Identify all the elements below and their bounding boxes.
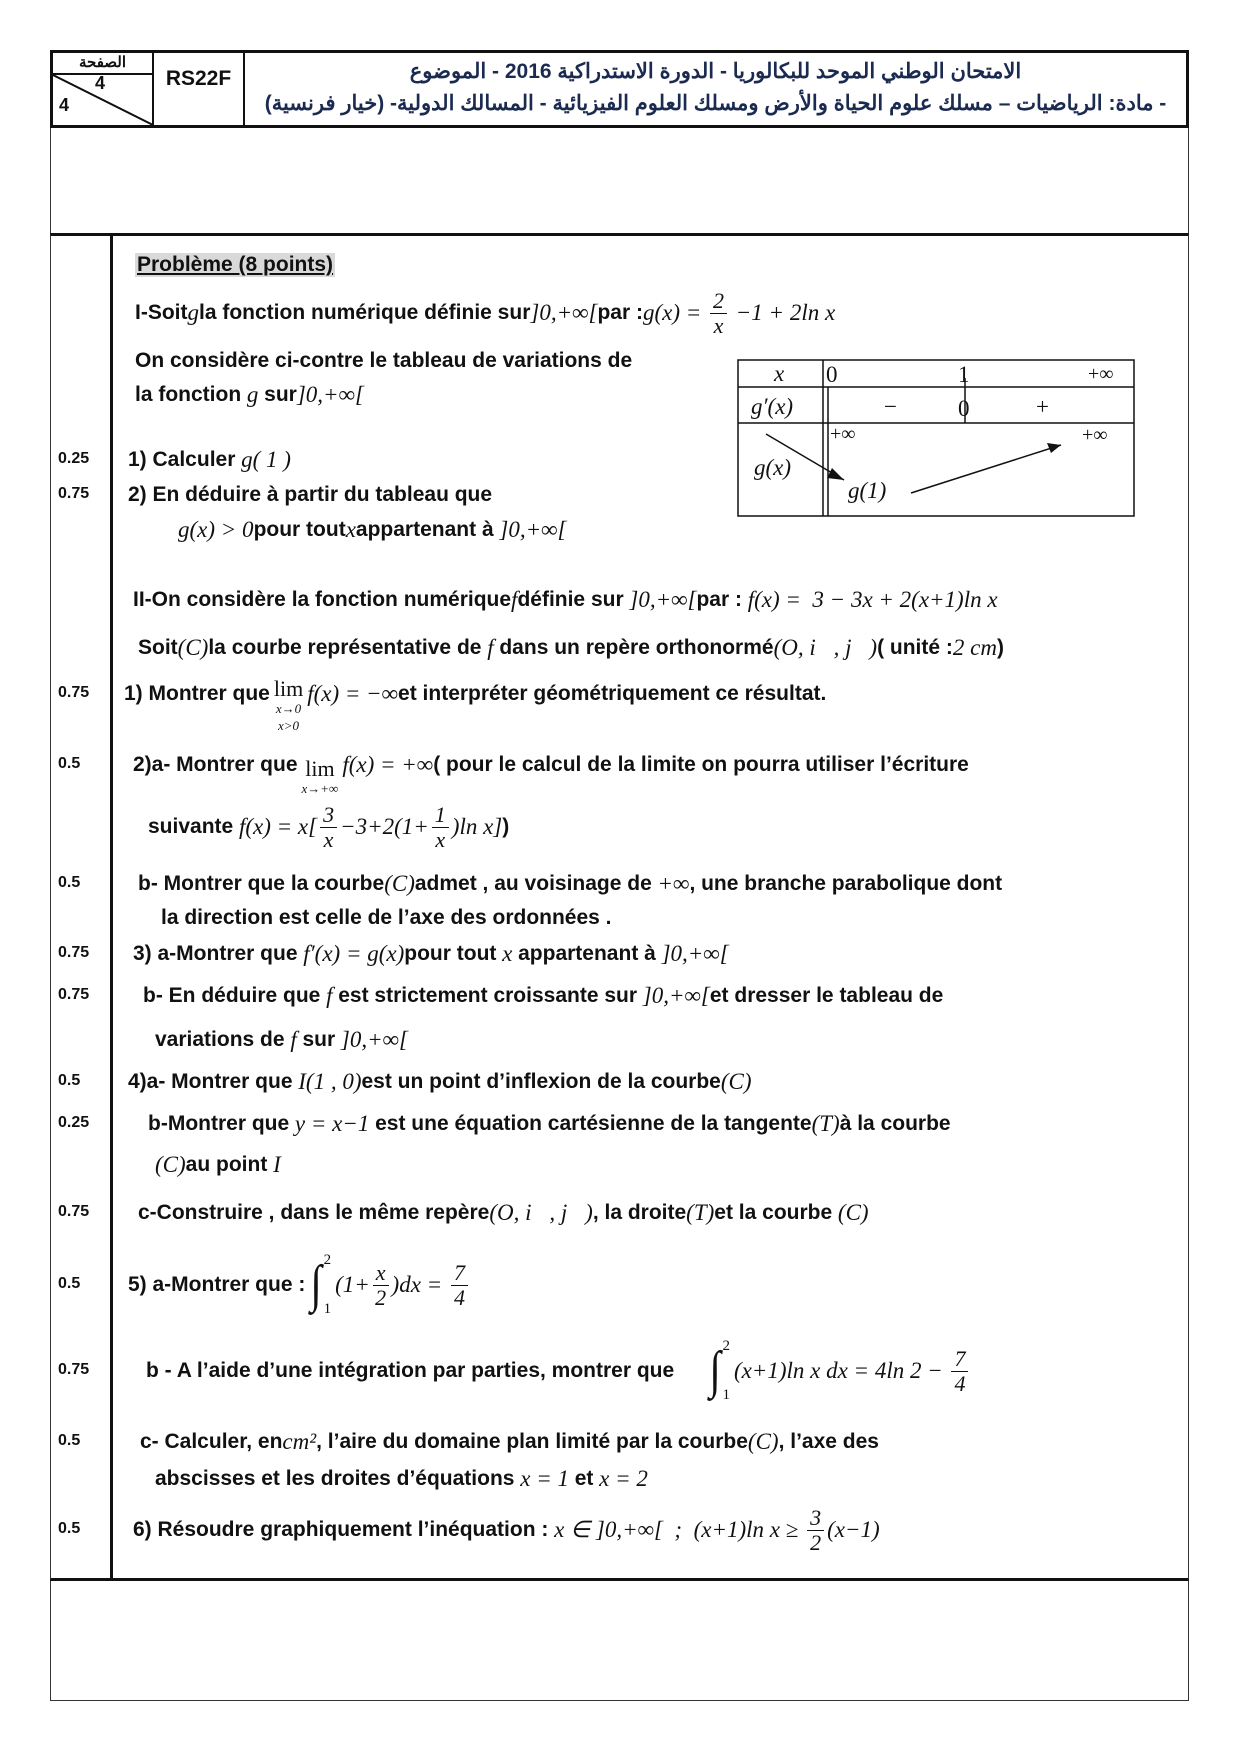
question-text: 1) Calculer <box>128 448 236 471</box>
math-expression: I(1 , 0) <box>292 1069 362 1094</box>
numerator: 7 <box>951 1347 968 1372</box>
fraction <box>451 1261 468 1310</box>
integral-sign-icon: ∫ <box>709 1342 722 1399</box>
score-label: 0.75 <box>58 1203 90 1220</box>
question-line <box>148 1109 951 1139</box>
sign-2: + <box>1036 394 1049 419</box>
question-line <box>135 287 836 338</box>
math-expression: (O, i⃗, j⃗) <box>489 1200 593 1225</box>
fraction <box>951 1347 968 1396</box>
math-expression: ]0,+∞[ <box>335 1027 408 1052</box>
score-label: 0.25 <box>58 450 90 467</box>
variation-table <box>736 358 1138 520</box>
question-text: , la droite <box>592 1201 687 1224</box>
question-text: pour tout <box>253 518 346 541</box>
question-line <box>133 1504 880 1555</box>
math-expression: (T) <box>811 1111 840 1136</box>
question-text: 3) a-Montrer que <box>133 942 298 965</box>
math-expression: f <box>320 983 339 1008</box>
question-line <box>155 1464 648 1494</box>
numerator: 2 <box>710 289 727 314</box>
question-text: 4)a- Montrer que <box>128 1070 293 1093</box>
question-text: est strictement croissante sur <box>338 984 638 1007</box>
question-text: , l’axe des <box>778 1430 879 1453</box>
page-label: الصفحة <box>53 53 152 75</box>
question-line <box>128 480 492 510</box>
math-expression: g <box>187 300 199 325</box>
question-text: définie sur <box>517 588 624 611</box>
question-line <box>178 515 566 545</box>
question-line <box>138 1198 869 1228</box>
question-text: On considère ci-contre le tableau de variations de <box>135 349 633 372</box>
fraction <box>373 1261 389 1310</box>
fraction <box>710 289 727 338</box>
score-label: 0.75 <box>58 1361 90 1378</box>
question-text: , une branche parabolique dont <box>689 872 1003 895</box>
sign-0: − <box>884 394 897 419</box>
question-text: suivante <box>148 815 234 838</box>
math-expression: ]0,+∞[ <box>623 587 697 612</box>
question-text: par : <box>696 588 742 611</box>
limit-subscript: x→0 <box>275 701 302 716</box>
function-label: g(x) <box>754 455 792 480</box>
math-expression: y = x−1 <box>289 1111 376 1136</box>
limit <box>301 755 339 797</box>
denominator: x <box>713 312 724 338</box>
question-text: b- Montrer que la courbe <box>138 872 385 895</box>
question-line <box>161 903 612 933</box>
math-expression: (x+1)ln x dx = 4ln 2 − <box>733 1358 949 1383</box>
question-line <box>133 750 969 796</box>
question-text: est une équation cartésienne de la tangente <box>375 1112 812 1135</box>
math-expression: (C) <box>384 871 415 896</box>
integral-bounds <box>324 1252 332 1318</box>
x-value-0: 0 <box>826 362 838 387</box>
math-expression: g(x) > 0 <box>178 517 254 542</box>
score-label: 0.5 <box>58 1072 81 1089</box>
question-line <box>133 939 729 969</box>
question-text: 6) Résoudre graphiquement l’inéquation : <box>133 1518 549 1541</box>
question-text: la direction est celle de l’axe des ordonnées . <box>161 906 612 929</box>
page-total: 4 <box>59 95 70 115</box>
math-expression: ]0,+∞[ <box>530 300 598 325</box>
math-expression: (T) <box>686 1200 715 1225</box>
question-text: et interpréter géométriquement ce résultat. <box>398 682 827 705</box>
denominator: 4 <box>453 1284 465 1310</box>
math-expression: f <box>481 635 500 660</box>
math-expression: (C) <box>177 635 209 660</box>
question-text: dans un repère orthonormé <box>499 636 774 659</box>
math-expression: g( 1 ) <box>235 447 291 472</box>
limit-condition: x>0 <box>277 718 300 733</box>
math-expression: +∞ <box>651 871 690 896</box>
question-line <box>128 1067 752 1097</box>
limit-subscript: x→+∞ <box>301 780 339 796</box>
math-expression: ]0,+∞[ <box>637 983 710 1008</box>
limit <box>274 678 303 734</box>
question-text: ) <box>996 636 1004 659</box>
math-expression: x = 1 <box>514 1466 575 1491</box>
question-text: 1) Montrer que <box>124 682 270 705</box>
fraction <box>807 1506 824 1555</box>
question-text: 5) a-Montrer que : <box>128 1273 306 1296</box>
question-line <box>135 250 335 280</box>
math-expression: x <box>496 941 519 966</box>
question-text: est un point d’inflexion de la courbe <box>361 1070 721 1093</box>
lower-bound: 1 <box>323 1301 332 1317</box>
integral-bounds <box>722 1338 730 1404</box>
question-line <box>133 585 998 615</box>
value-2: +∞ <box>1082 424 1108 446</box>
question-text: à la courbe <box>839 1112 951 1135</box>
denominator: 4 <box>954 1370 966 1396</box>
question-text: c-Construire , dans le même repère <box>138 1201 490 1224</box>
question-text: b-Montrer que <box>148 1112 290 1135</box>
question-text: variations de <box>155 1028 285 1051</box>
question-text: b- En déduire que <box>143 984 321 1007</box>
question-text: sur <box>302 1028 336 1051</box>
math-expression: f(x) = −∞ <box>307 681 399 706</box>
math-expression: 2 cm <box>952 635 997 660</box>
numerator: 1 <box>432 803 449 828</box>
x-value-2: +∞ <box>1088 363 1114 385</box>
integral <box>309 1252 331 1318</box>
problem-title: Problème (8 points) <box>137 253 334 276</box>
math-expression: g(x) = <box>642 300 708 325</box>
question-text: la courbe représentative de <box>208 636 482 659</box>
question-text: sur <box>264 383 297 406</box>
math-expression: (x−1) <box>827 1517 880 1542</box>
question-line <box>128 1252 471 1317</box>
footer-area <box>50 1581 1189 1701</box>
math-expression: f <box>511 587 518 612</box>
question-line <box>146 1338 971 1403</box>
math-expression: f(x) = 3 − 3x + 2(x+1)ln x <box>741 587 998 612</box>
score-label: 0.5 <box>58 1432 81 1449</box>
math-expression: f(x) = x[ <box>233 814 318 839</box>
question-text: et la courbe <box>714 1201 833 1224</box>
numerator: 3 <box>807 1506 824 1531</box>
question-text: b - A l’aide d’une intégration par parties, montrer que <box>146 1359 675 1382</box>
math-expression: f <box>284 1027 303 1052</box>
page-number: 4 <box>95 73 106 93</box>
question-text: et <box>574 1467 594 1490</box>
question-text: I-Soit <box>135 301 188 324</box>
question-text: II-On considère la fonction numérique <box>133 588 512 611</box>
question-text: par : <box>597 301 643 324</box>
question-text: ) <box>502 815 510 838</box>
denominator: 2 <box>375 1284 387 1310</box>
math-expression: (O, i⃗, j⃗) <box>773 635 878 660</box>
exam-title: الامتحان الوطني الموحد للبكالوريا - الدورة الاستدراكية 2016 - الموضوع <box>409 60 1022 83</box>
score-label: 0.5 <box>58 1275 81 1292</box>
question-text: la fonction <box>135 383 242 406</box>
lower-bound: 1 <box>722 1387 730 1403</box>
score-label: 0.25 <box>58 1114 90 1131</box>
question-line <box>124 676 827 733</box>
x-label: x <box>774 361 785 386</box>
numerator: x <box>373 1261 389 1286</box>
fraction <box>320 803 337 852</box>
question-line <box>143 981 943 1011</box>
integral-sign-icon: ∫ <box>310 1256 323 1313</box>
question-line <box>138 633 1004 663</box>
question-text: ( unité : <box>877 636 953 659</box>
math-expression: x ∈ ]0,+∞[ ; (x+1)ln x ≥ <box>548 1517 805 1542</box>
question-text: ( pour le calcul de la limite on pourra utiliser l’écriture <box>433 753 969 776</box>
fraction <box>432 803 449 852</box>
math-expression: )dx = <box>391 1272 448 1297</box>
question-text: 2)a- Montrer que <box>133 753 298 776</box>
math-expression: −1 + 2ln x <box>730 300 836 325</box>
score-label: 0.5 <box>58 874 81 891</box>
question-text: 2) En déduire à partir du tableau que <box>128 483 493 506</box>
value-1: g(1) <box>848 478 887 503</box>
math-expression: (1+ <box>335 1272 370 1297</box>
sign-1: 0 <box>958 396 970 421</box>
math-expression: )ln x] <box>451 814 503 839</box>
limit-operator: lim <box>305 755 335 781</box>
question-line <box>140 1427 879 1457</box>
math-expression: −3+2(1+ <box>340 814 429 839</box>
page-number-cell <box>53 53 154 125</box>
exam-subject: - مادة: الرياضيات – مسلك علوم الحياة والأرض ومسلك العلوم الفيزيائية - المسالك الدولية- (خيار فرنسية) <box>264 92 1167 115</box>
question-text: abscisses et les droites d’équations <box>155 1467 515 1490</box>
question-text: , l’aire du domaine plan limité par la courbe <box>316 1430 748 1453</box>
math-expression: cm² <box>282 1429 317 1454</box>
question-text: la fonction numérique définie sur <box>199 301 531 324</box>
math-expression: ]0,+∞[ <box>493 517 567 542</box>
math-expression: ]0,+∞[ <box>296 382 364 407</box>
denominator: x <box>435 826 446 852</box>
question-line <box>155 1025 408 1055</box>
integral <box>708 1338 730 1404</box>
question-line <box>138 869 1002 899</box>
score-label: 0.5 <box>58 755 81 772</box>
math-expression: (C) <box>155 1152 186 1177</box>
x-value-1: 1 <box>958 362 970 387</box>
math-expression: g <box>241 382 265 407</box>
question-text: appartenant à <box>355 518 494 541</box>
limit-operator: lim <box>273 676 304 701</box>
derivative-label: g′(x) <box>751 394 794 419</box>
score-label: 0.75 <box>58 986 90 1003</box>
question-line <box>155 1150 281 1180</box>
math-expression: (C) <box>747 1429 779 1454</box>
question-text: c- Calculer, en <box>140 1430 283 1453</box>
math-expression: x = 2 <box>593 1466 648 1491</box>
question-line <box>148 801 510 852</box>
math-expression: (C) <box>832 1200 869 1225</box>
blank-area <box>50 128 1189 235</box>
exam-code: RS22F <box>154 53 245 125</box>
question-line <box>135 346 632 376</box>
question-text: Soit <box>138 636 178 659</box>
numerator: 3 <box>320 803 337 828</box>
math-expression: f(x) = +∞ <box>342 752 434 777</box>
score-column-divider <box>110 235 113 1579</box>
math-expression: I <box>267 1152 281 1177</box>
question-line <box>128 445 291 475</box>
math-expression: x <box>345 517 356 542</box>
question-text: admet , au voisinage de <box>414 872 652 895</box>
question-text: pour tout <box>404 942 497 965</box>
exam-header <box>50 50 1189 128</box>
denominator: x <box>323 826 334 852</box>
question-text: au point <box>185 1153 268 1176</box>
math-expression: ]0,+∞[ <box>655 941 729 966</box>
upper-bound: 2 <box>722 1338 730 1354</box>
math-expression: (C) <box>720 1069 752 1094</box>
exam-title-cell <box>245 53 1186 125</box>
question-text: et dresser le tableau de <box>709 984 944 1007</box>
question-line <box>135 380 364 410</box>
score-label: 0.5 <box>58 1520 81 1537</box>
upper-bound: 2 <box>323 1252 332 1268</box>
numerator: 7 <box>451 1261 468 1286</box>
score-label: 0.75 <box>58 485 90 502</box>
question-text: appartenant à <box>518 942 656 965</box>
score-label: 0.75 <box>58 944 90 961</box>
value-0: +∞ <box>830 423 856 445</box>
score-label: 0.75 <box>58 684 90 701</box>
math-expression: f′(x) = g(x) <box>297 941 405 966</box>
denominator: 2 <box>810 1529 822 1555</box>
